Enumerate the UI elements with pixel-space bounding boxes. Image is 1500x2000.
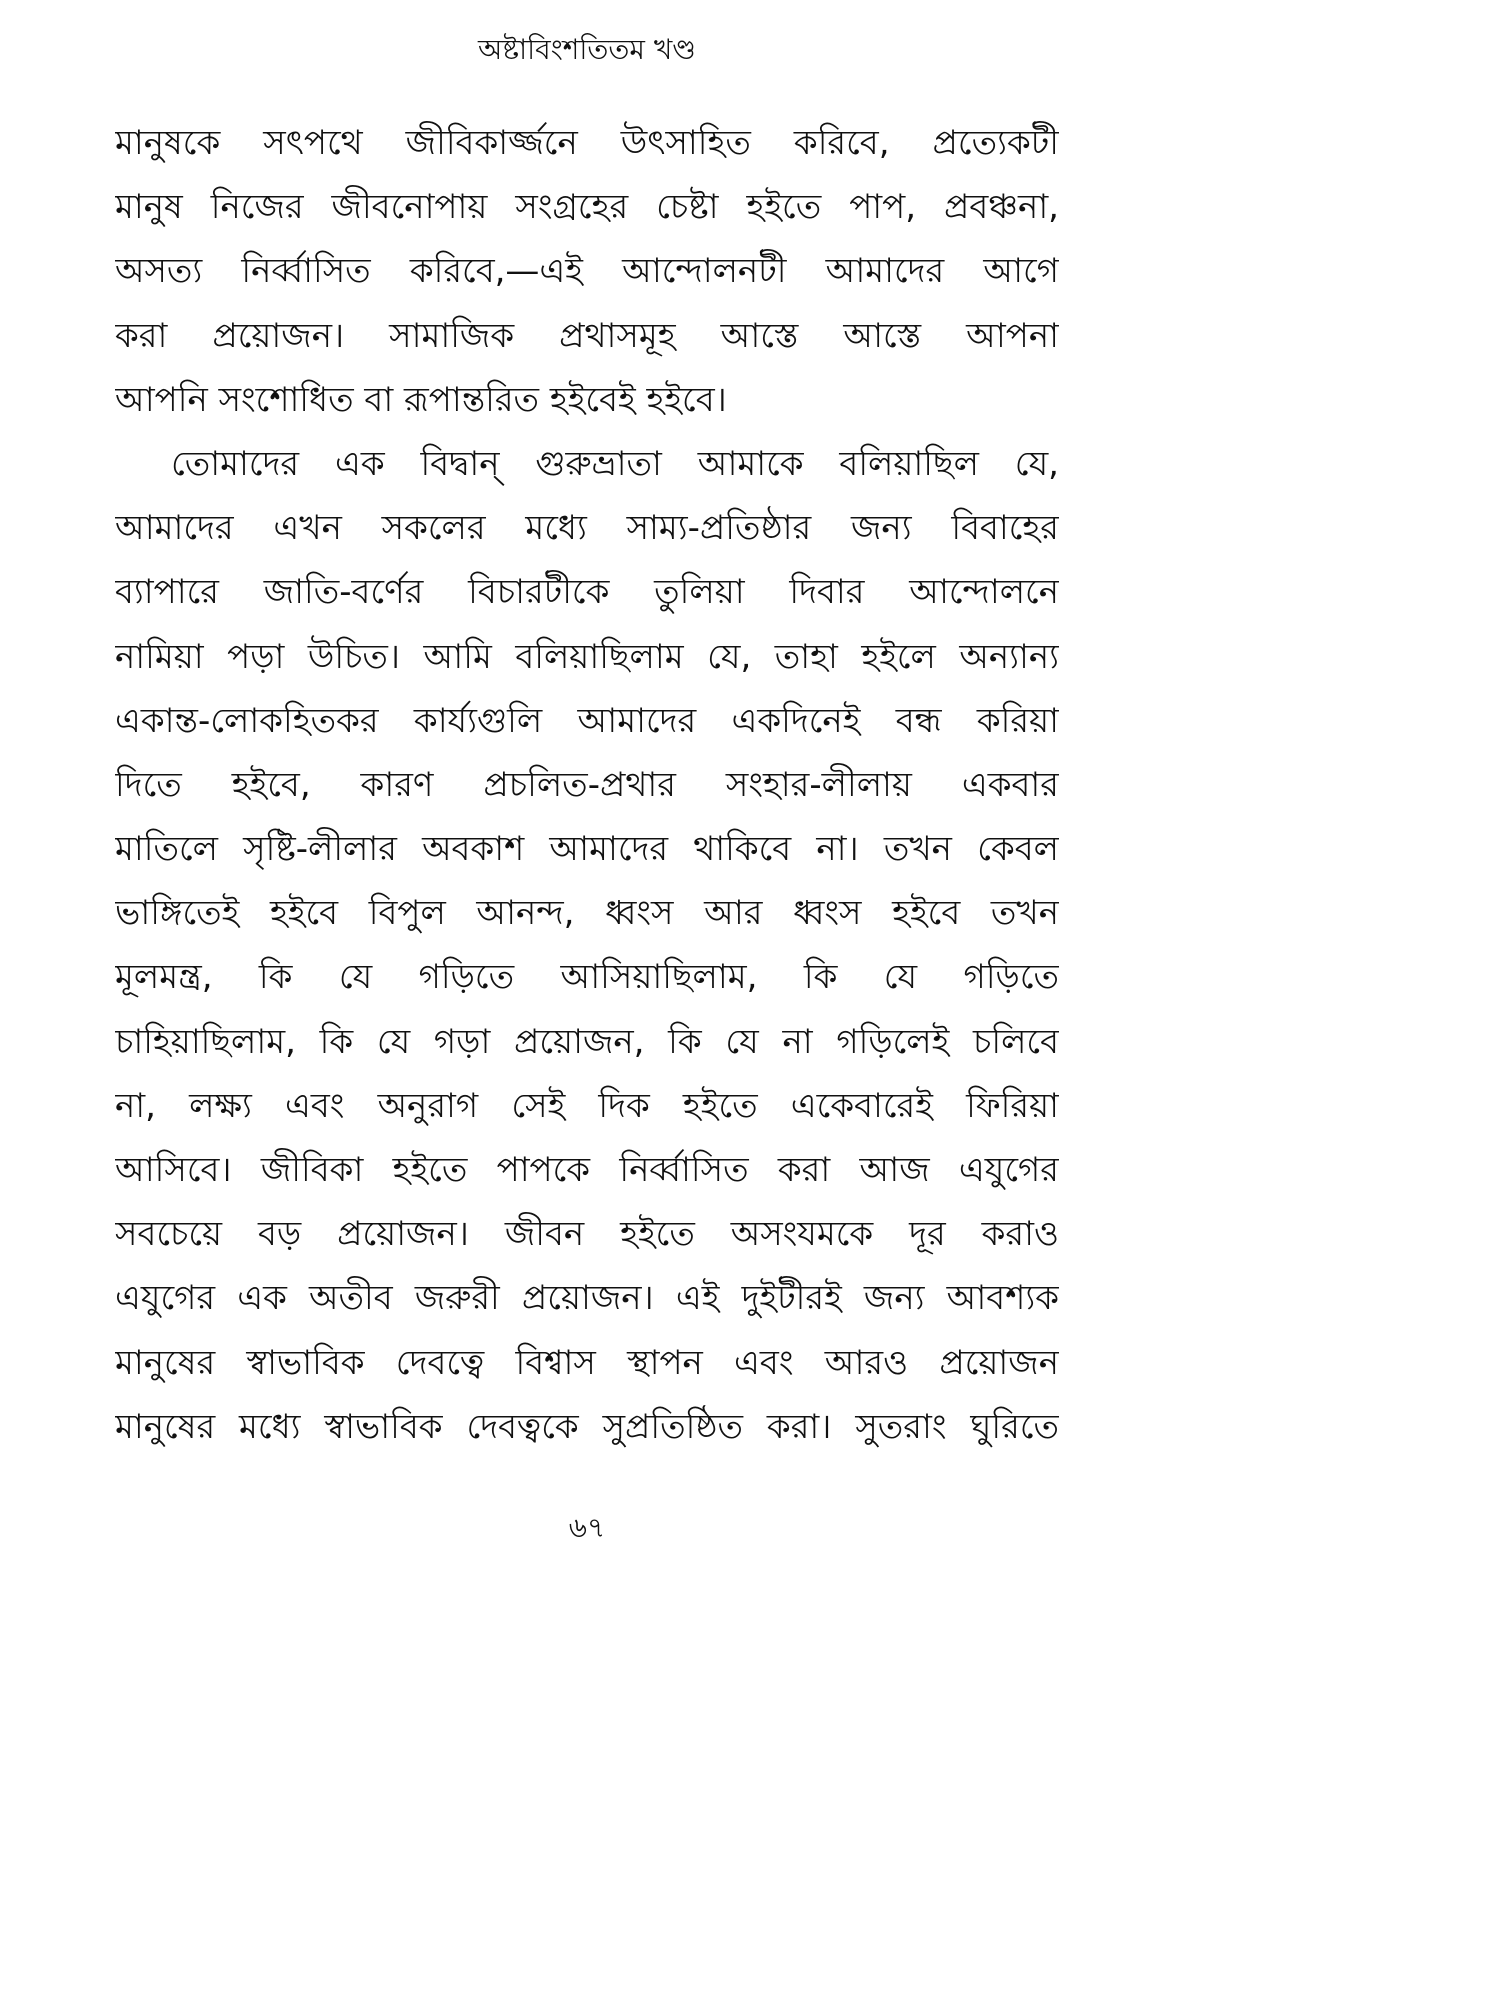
page-number: ৬৭ — [568, 1511, 606, 1544]
text-line: চাহিয়াছিলাম, কি যে গড়া প্রয়োজন, কি যে না গড়িলেই চলিবে — [115, 1021, 1059, 1062]
text-line: মানুষকে সৎপথে জীবিকার্জ্জনে উৎসাহিত করিবে, প্রত্যেকটী — [115, 123, 1059, 163]
text-line: নামিয়া পড়া উচিত। আমি বলিয়াছিলাম যে, তাহা হইলে অন্যান্য — [115, 636, 1059, 677]
body-text — [115, 116, 1059, 1464]
text-line: ব্যাপারে জাতি-বর্ণের বিচারটীকে তুলিয়া দিবার আন্দোলনে — [115, 572, 1059, 613]
text-line: তোমাদের এক বিদ্বান্ গুরুভ্রাতা আমাকে বলিয়াছিল যে, — [171, 443, 1059, 484]
text-line: মূলমন্ত্র, কি যে গড়িতে আসিয়াছিলাম, কি যে গড়িতে — [115, 957, 1059, 998]
text-line: আমাদের এখন সকলের মধ্যে সাম্য-প্রতিষ্ঠার জন্য বিবাহের — [115, 508, 1059, 549]
paragraph-2 — [115, 437, 1059, 1464]
text-line: মাতিলে সৃষ্টি-লীলার অবকাশ আমাদের থাকিবে না। তখন কেবল — [115, 829, 1059, 870]
text-line: এযুগের এক অতীব জরুরী প্রয়োজন। এই দুইটীরই জন্য আবশ্যক — [115, 1278, 1059, 1319]
text-line: একান্ত-লোকহিতকর কার্য্যগুলি আমাদের একদিনেই বন্ধ করিয়া — [115, 700, 1059, 741]
text-line: আসিবে। জীবিকা হইতে পাপকে নির্ব্বাসিত করা আজ এযুগের — [115, 1150, 1059, 1190]
text-line: সবচেয়ে বড় প্রয়োজন। জীবন হইতে অসংযমকে দূর করাও — [115, 1214, 1059, 1255]
text-line: মানুষের মধ্যে স্বাভাবিক দেবত্বকে সুপ্রতিষ্ঠিত করা। সুতরাং ঘুরিতে — [115, 1406, 1059, 1447]
text-line: আপনি সংশোধিত বা রূপান্তরিত হইবেই হইবে। — [115, 379, 727, 420]
text-line: করা প্রয়োজন। সামাজিক প্রথাসমূহ আস্তে আস্তে আপনা — [115, 315, 1059, 356]
text-line: ভাঙ্গিতেই হইবে বিপুল আনন্দ, ধ্বংস আর ধ্বংস হইবে তখন — [115, 893, 1059, 934]
text-line: না, লক্ষ্য এবং অনুরাগ সেই দিক হইতে একেবারেই ফিরিয়া — [115, 1085, 1059, 1126]
running-head: অষ্টাবিংশতিতম খণ্ড — [478, 33, 696, 66]
text-line: দিতে হইবে, কারণ প্রচলিত-প্রথার সংহার-লীলায় একবার — [115, 764, 1059, 805]
text-line: অসত্য নির্ব্বাসিত করিবে,—এই আন্দোলনটী আমাদের আগে — [115, 251, 1059, 292]
paragraph-1 — [115, 116, 1059, 437]
text-line: মানুষের স্বাভাবিক দেবত্বে বিশ্বাস স্থাপন এবং আরও প্রয়োজন — [115, 1342, 1059, 1383]
text-line: মানুষ নিজের জীবনোপায় সংগ্রহের চেষ্টা হইতে পাপ, প্রবঞ্চনা, — [115, 187, 1059, 228]
